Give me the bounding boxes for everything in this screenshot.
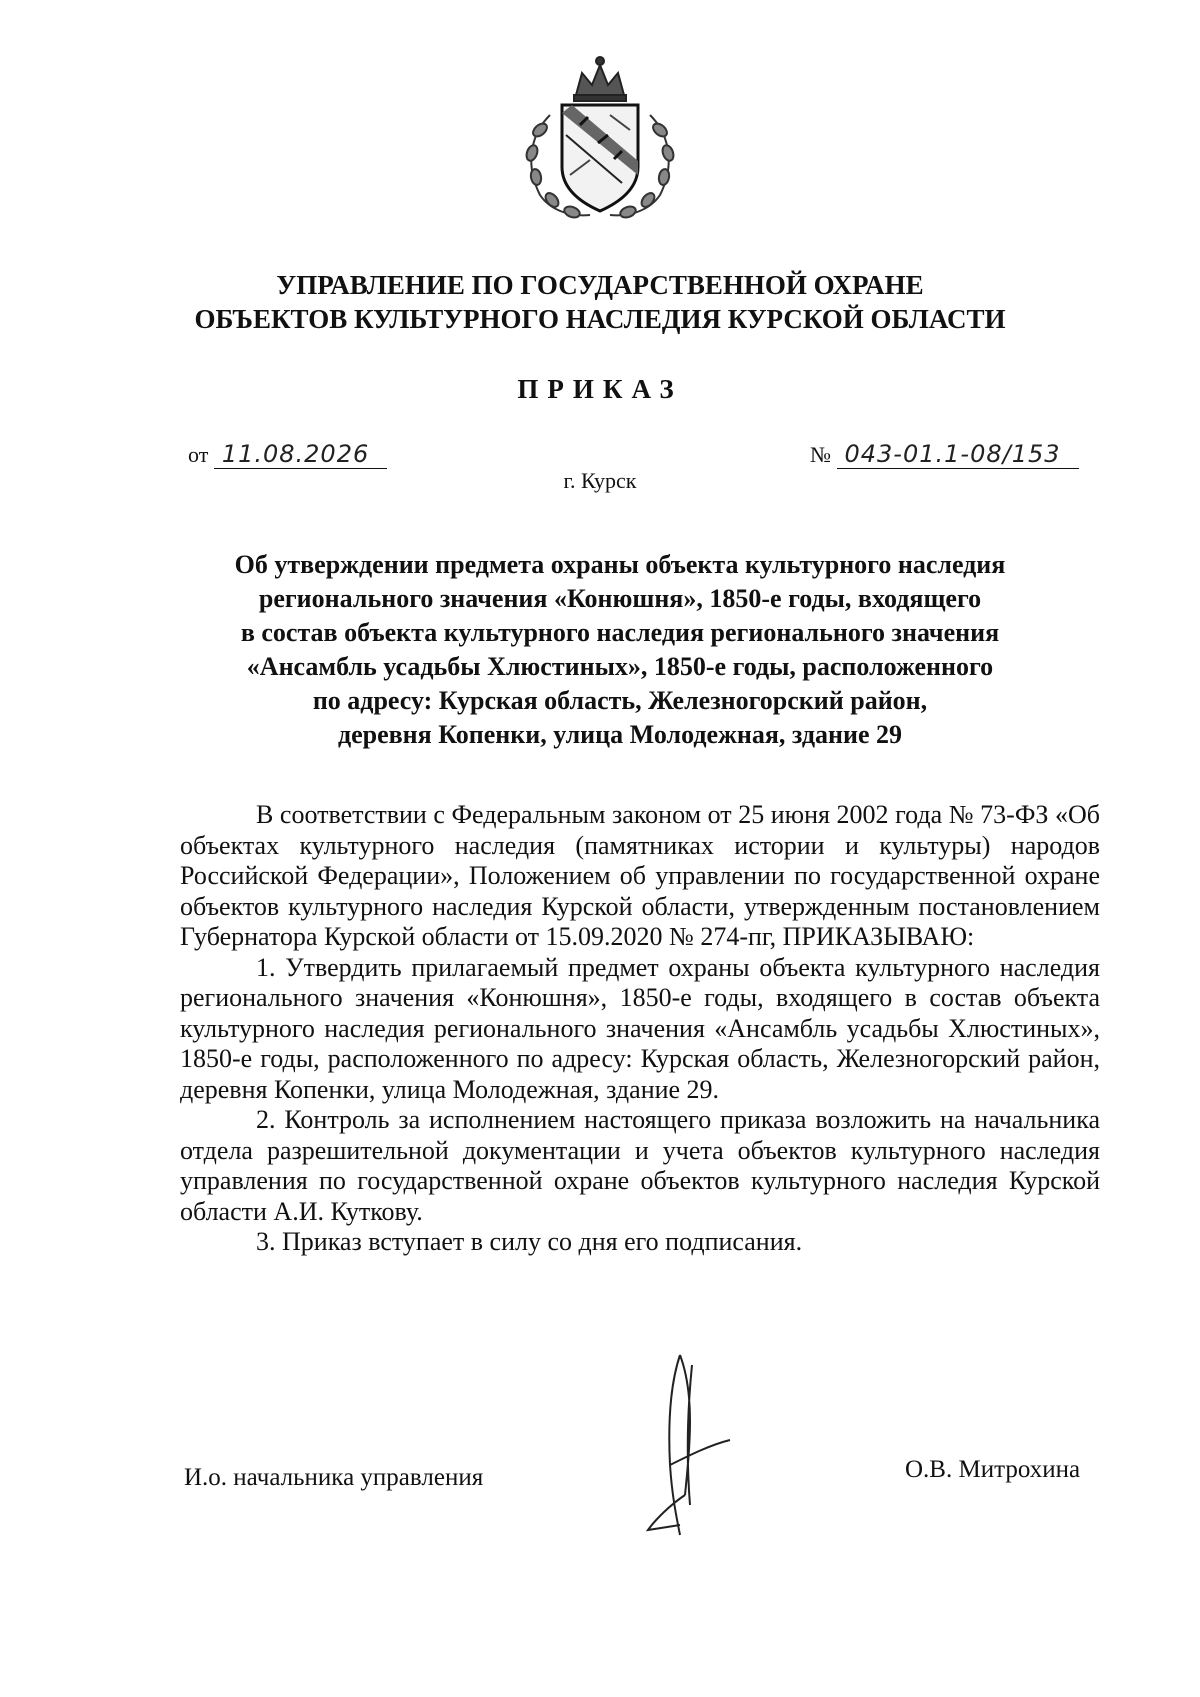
document-number	[810, 440, 1079, 469]
document-date	[188, 440, 387, 469]
document-subject	[180, 548, 1060, 752]
body-item-3: 3. Приказ вступает в силу со дня его подписания.	[256, 1227, 803, 1256]
agency-line-2: ОБЪЕКТОВ КУЛЬТУРНОГО НАСЛЕДИЯ КУРСКОЙ ОБЛАСТИ	[194, 304, 1006, 334]
signatory-name: О.В. Митрохина	[905, 1456, 1081, 1483]
subject-line: по адресу: Курская область, Железногорский район,	[312, 686, 928, 715]
body-preamble: В соответствии с Федеральным законом от 25 июня 2002 года № 73-ФЗ «Об объектах культурного наследия (памятниках истории и культуры) народов Российской Федерации», Положением об управлении по государственной охране объектов культурного наследия Курской области, утвержденным постановлением Губернатора Курской области от 15.09.2020 № 274-пг, ПРИКАЗЫВАЮ:	[180, 800, 1100, 951]
document-city: г. Курск	[563, 468, 637, 493]
subject-line: «Ансамбль усадьбы Хлюстиных», 1850-е годы, расположенного	[246, 652, 994, 681]
subject-line: регионального значения «Конюшня», 1850-е годы, входящего	[258, 584, 982, 613]
handwritten-signature	[640, 1345, 760, 1545]
number-value: 043-01.1-08/153	[837, 440, 1079, 469]
agency-line-1: УПРАВЛЕНИЕ ПО ГОСУДАРСТВЕННОЙ ОХРАНЕ	[276, 270, 924, 300]
agency-name	[0, 268, 1200, 336]
document-type: ПРИКАЗ	[517, 374, 683, 404]
body-item-1: 1. Утвердить прилагаемый предмет охраны объекта культурного наследия регионального значения «Конюшня», 1850-е годы, входящего в состав объекта культурного наследия регионального значения «Ансамбль усадьбы Хлюстиных», 1850-е годы, расположенного по адресу: Курская область, Железногорский район, деревня Копенки, улица Молодежная, здание 29.	[180, 952, 1100, 1104]
body-item-2: 2. Контроль за исполнением настоящего приказа возложить на начальника отдела разрешительной документации и учета объектов культурного наследия управления по государственной охране объектов культурного наследия Курской области А.И. Куткову.	[180, 1105, 1100, 1226]
document-body	[180, 800, 1100, 1258]
subject-line: в состав объекта культурного наследия регионального значения	[240, 618, 1000, 647]
date-value: 11.08.2026	[214, 440, 387, 469]
coat-of-arms-emblem	[510, 55, 690, 225]
date-prefix: от	[188, 442, 209, 467]
number-prefix: №	[810, 442, 831, 467]
shield-icon	[562, 105, 638, 211]
crown-icon	[574, 57, 626, 101]
subject-line: деревня Копенки, улица Молодежная, здание 29	[337, 720, 903, 749]
signatory-position: И.о. начальника управления	[184, 1464, 484, 1491]
subject-line: Об утверждении предмета охраны объекта культурного наследия	[234, 550, 1006, 579]
